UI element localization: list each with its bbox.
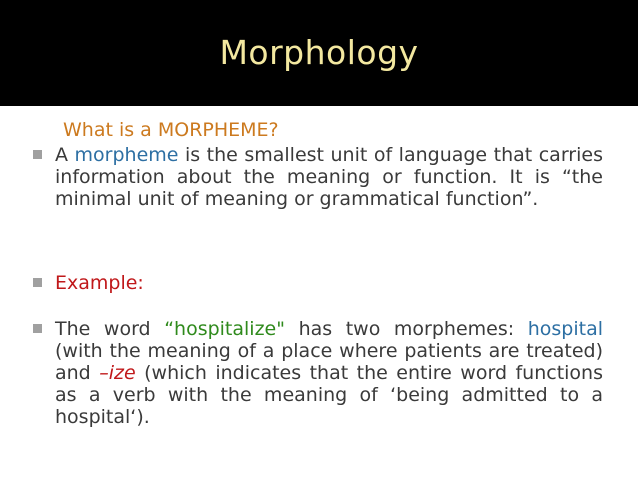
bullet-text <box>55 318 603 428</box>
example-word: “hospitalize" <box>164 318 285 340</box>
bullet-example <box>33 318 603 428</box>
square-bullet-icon <box>33 278 42 287</box>
square-bullet-icon <box>33 324 42 333</box>
morpheme-hospital: hospital <box>527 318 603 340</box>
title-bar <box>0 0 638 106</box>
text-run: is the smallest unit of language that carries information about the meaning or function. It is “the minimal unit of meaning or grammatical function”. <box>55 144 603 210</box>
bullet-text <box>55 144 603 210</box>
slide-subtitle: What is a MORPHEME? <box>63 119 279 141</box>
morpheme-ize: –ize <box>99 362 136 384</box>
example-label: Example: <box>55 272 144 294</box>
text-run: The word <box>55 318 165 340</box>
bullet-example-label <box>33 272 603 294</box>
text-run: (with the meaning of a place where patients are treated) and <box>55 340 603 384</box>
text-run: A <box>55 144 75 166</box>
slide-title: Morphology <box>219 33 419 72</box>
bullet-definition <box>33 144 603 210</box>
text-run: has two morphemes: <box>285 318 528 340</box>
text-run: (which indicates that the entire word functions as a verb with the meaning of ‘being admitted to a hospital‘). <box>55 362 603 428</box>
square-bullet-icon <box>33 150 42 159</box>
term-morpheme: morpheme <box>74 144 179 166</box>
